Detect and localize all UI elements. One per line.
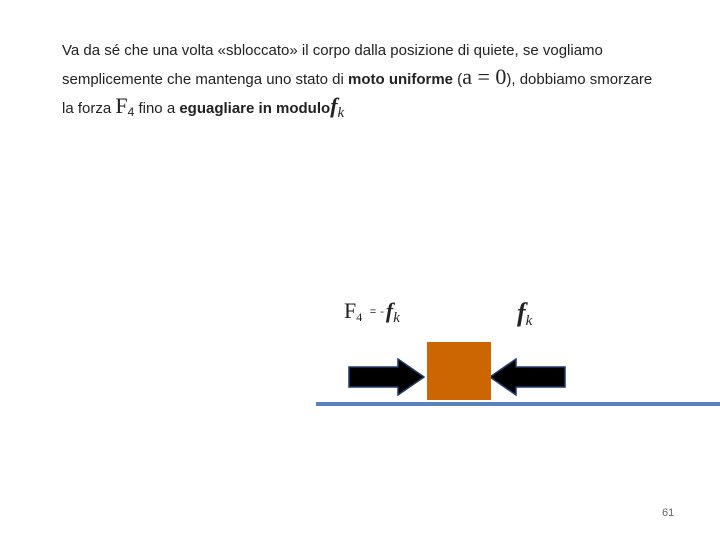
right-label-f-subscript: k — [525, 313, 533, 329]
friction-force-arrow — [488, 357, 568, 397]
force-symbol-F: F — [115, 93, 128, 118]
moto-uniforme-text: moto uniforme — [348, 71, 454, 88]
line2-paren: ( — [453, 71, 463, 88]
label-f-subscript: k — [393, 310, 400, 326]
label-equals: = — [369, 306, 377, 318]
label-minus: - — [380, 306, 384, 318]
line3-text-mid: fino a — [134, 100, 180, 117]
friction-subscript: k — [337, 105, 345, 121]
ground-line — [316, 402, 720, 406]
line3-text-pre: la forza — [62, 100, 116, 117]
line2-text-post: ), dobbiamo smorzare — [506, 71, 653, 88]
paragraph-line-1: Va da sé che una volta «sbloccato» il corpo dalla posizione di quiete, se vogliamo — [62, 42, 603, 59]
force-label-left — [344, 298, 400, 324]
sliding-block — [427, 342, 491, 400]
friction-symbol-f: f — [330, 93, 338, 118]
label-f: f — [385, 298, 394, 323]
line2-text-pre: semplicemente che mantenga uno stato di — [62, 71, 349, 88]
friction-label-right — [517, 298, 532, 328]
label-F-subscript: 4 — [356, 310, 363, 324]
right-label-f: f — [517, 298, 526, 327]
page-number: 61 — [662, 507, 675, 519]
acceleration-equation: a = 0 — [462, 64, 507, 89]
applied-force-arrow — [346, 357, 426, 397]
force-subscript: 4 — [127, 105, 135, 119]
friction-force-arrow-shape — [490, 359, 565, 395]
eguagliare-text: eguagliare in modulo — [179, 100, 331, 117]
applied-force-arrow-shape — [349, 359, 424, 395]
paragraph-line-3 — [62, 93, 712, 122]
paragraph-line-2 — [62, 64, 712, 93]
label-F: F — [344, 298, 357, 323]
body-paragraph — [62, 38, 712, 122]
